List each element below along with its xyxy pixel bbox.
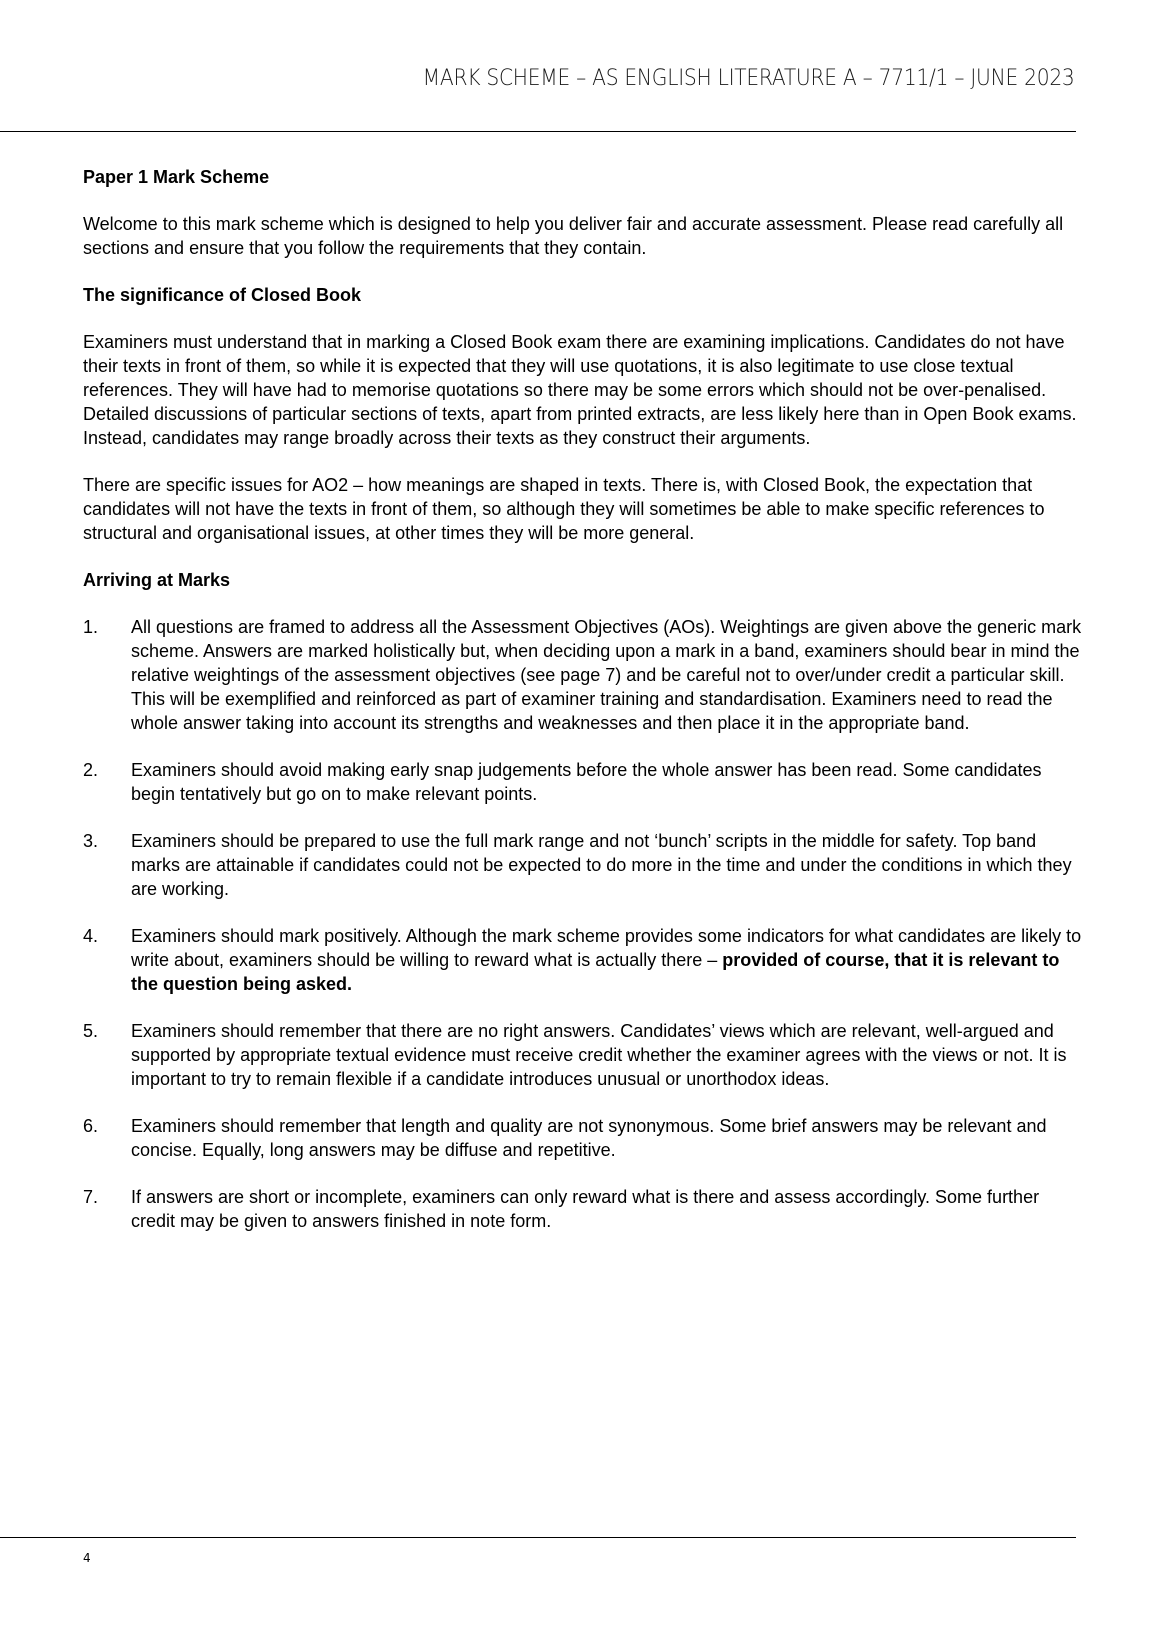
list-item [83, 1019, 1083, 1091]
arriving-at-marks-list [83, 615, 1083, 1233]
intro-paragraph: Welcome to this mark scheme which is designed to help you deliver fair and accurate assessment. Please read carefully all sections and ensure that you follow the requirements that they contain. [83, 214, 1064, 258]
list-item-text: Examiners should be prepared to use the full mark range and not ‘bunch’ scripts in the middle for safety. Top band marks are attainable if candidates could not be expected to do more in the time and under the conditions in which they are working. [131, 831, 1072, 899]
closed-book-paragraph-1: Examiners must understand that in marking a Closed Book exam there are examining implications. Candidates do not have their texts in front of them, so while it is expected that they will use quotations, it is also legitimate to use close textual references. They will have had to memorise quotations so there may be some errors which should not be over-penalised. Detailed discussions of particular sections of texts, apart from printed extracts, are less likely here than in Open Book exams. Instead, candidates may range broadly across their texts as they construct their arguments. [83, 332, 1077, 448]
list-item [83, 1114, 1083, 1162]
list-item-number: 5. [83, 1021, 99, 1041]
list-item-number: 1. [83, 617, 99, 637]
footer-divider [0, 1537, 1076, 1538]
list-item-text: Examiners should avoid making early snap judgements before the whole answer has been read. Some candidates begin tentatively but go on to make relevant points. [131, 760, 1042, 804]
list-item-emphasis: provided of course, that it is relevant to the question being asked. [131, 950, 1060, 994]
list-item [83, 829, 1083, 901]
running-header-title: MARK SCHEME – AS ENGLISH LITERATURE A – 7711/1 – JUNE 2023 [423, 66, 1075, 91]
list-item-number: 3. [83, 831, 99, 851]
section-heading-paper-1-mark-scheme: Paper 1 Mark Scheme [83, 167, 270, 187]
page-content [83, 165, 1083, 1256]
header-divider [0, 131, 1076, 132]
closed-book-paragraph-2: There are specific issues for AO2 – how meanings are shaped in texts. There is, with Closed Book, the expectation that candidates will not have the texts in front of them, so although they will sometimes be able to make specific references to structural and organisational issues, at other times they will be more general. [83, 475, 1045, 543]
section-heading-closed-book: The significance of Closed Book [83, 285, 362, 305]
list-item [83, 615, 1083, 735]
list-item-text: Examiners should remember that there are no right answers. Candidates’ views which are relevant, well-argued and supported by appropriate textual evidence must receive credit whether the examiner agrees with the views or not. It is important to try to remain flexible if a candidate introduces unusual or unorthodox ideas. [131, 1021, 1067, 1089]
list-item-text: All questions are framed to address all the Assessment Objectives (AOs). Weightings are given above the generic mark scheme. Answers are marked holistically but, when deciding upon a mark in a band, examiners should bear in mind the relative weightings of the assessment objectives (see page 7) and be careful not to over/under credit a particular skill. This will be exemplified and reinforced as part of examiner training and standardisation. Examiners need to read the whole answer taking into account its strengths and weaknesses and then place it in the appropriate band. [131, 617, 1082, 733]
list-item-number: 2. [83, 760, 99, 780]
page-number: 4 [83, 1551, 91, 1565]
section-heading-arriving-at-marks: Arriving at Marks [83, 570, 231, 590]
list-item-text: Examiners should remember that length and quality are not synonymous. Some brief answers may be relevant and concise. Equally, long answers may be diffuse and repetitive. [131, 1116, 1047, 1160]
list-item-text: Examiners should mark positively. Although the mark scheme provides some indicators for what candidates are likely to write about, examiners should be willing to reward what is actually there – [131, 926, 1082, 970]
list-item-number: 6. [83, 1116, 99, 1136]
list-item [83, 1185, 1083, 1233]
list-item-text: If answers are short or incomplete, examiners can only reward what is there and assess accordingly. Some further credit may be given to answers finished in note form. [131, 1187, 1040, 1231]
list-item [83, 924, 1083, 996]
list-item-number: 4. [83, 926, 99, 946]
list-item-number: 7. [83, 1187, 99, 1207]
list-item [83, 758, 1083, 806]
